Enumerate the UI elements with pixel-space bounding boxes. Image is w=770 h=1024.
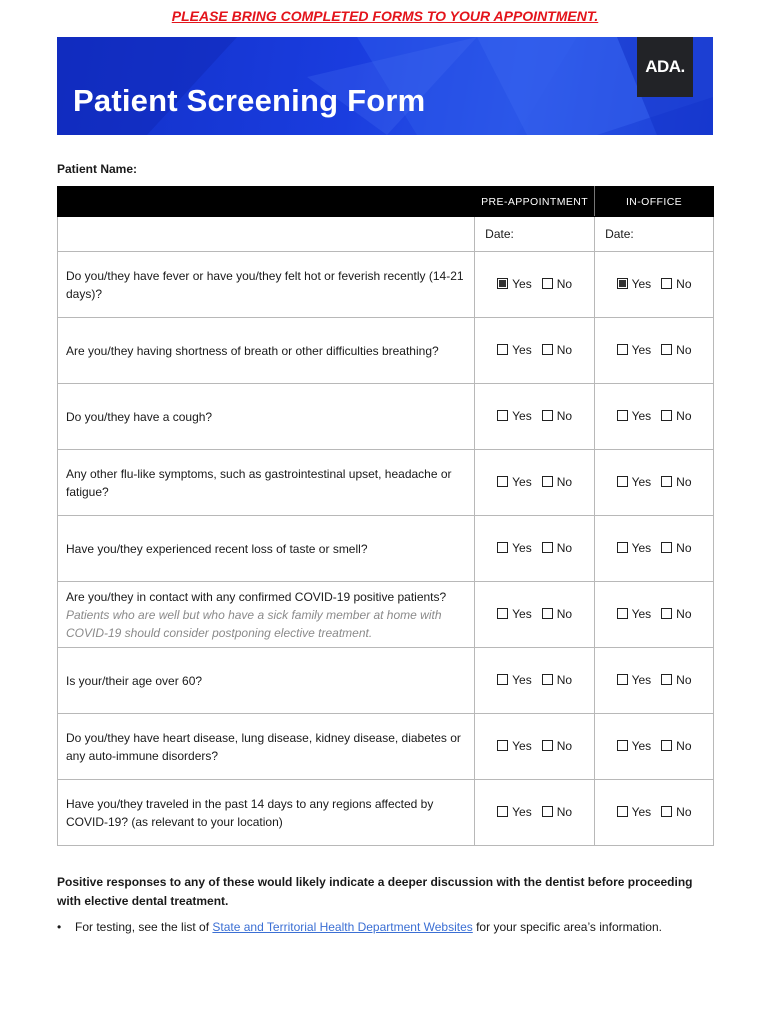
question-text: Are you/they having shortness of breath or other difficulties breathing? — [66, 343, 439, 358]
no-label: No — [676, 540, 692, 555]
header-banner — [57, 37, 713, 135]
checkbox-icon[interactable] — [617, 740, 628, 751]
question-text: Any other flu-like symptoms, such as gastrointestinal upset, headache or fatigue? — [66, 466, 452, 499]
no-label: No — [676, 474, 692, 489]
pre-no-option[interactable] — [542, 673, 572, 687]
checkbox-icon[interactable] — [497, 278, 508, 289]
in-office-answer — [595, 714, 714, 780]
no-label: No — [676, 408, 692, 423]
checkbox-icon[interactable] — [661, 608, 672, 619]
checkbox-icon[interactable] — [617, 608, 628, 619]
question-text: Do you/they have a cough? — [66, 409, 213, 424]
date-row — [58, 217, 714, 252]
question-note: Patients who are well but who have a sick family member at home with COVID-19 should consider postponing elective treatment. — [66, 607, 442, 640]
checkbox-icon[interactable] — [497, 806, 508, 817]
checkbox-icon[interactable] — [497, 542, 508, 553]
pre-yes-option[interactable] — [497, 805, 532, 819]
screening-table — [57, 186, 714, 846]
office-no-option[interactable] — [661, 607, 691, 621]
checkbox-icon[interactable] — [661, 740, 672, 751]
no-label: No — [556, 408, 573, 423]
yes-label: Yes — [631, 738, 652, 753]
no-label: No — [676, 672, 692, 687]
pre-appointment-answer — [475, 516, 595, 582]
office-no-option[interactable] — [661, 409, 691, 423]
table-row — [58, 450, 714, 516]
office-yes-option[interactable] — [617, 277, 652, 291]
yes-label: Yes — [512, 474, 532, 489]
yes-label: Yes — [631, 408, 652, 423]
question-cell — [58, 582, 475, 648]
checkbox-icon[interactable] — [661, 674, 672, 685]
checkbox-icon[interactable] — [617, 410, 628, 421]
office-yes-option[interactable] — [617, 805, 652, 819]
checkbox-icon[interactable] — [617, 344, 628, 355]
no-label: No — [556, 474, 573, 489]
checkbox-icon[interactable] — [497, 476, 508, 487]
office-yes-option[interactable] — [617, 541, 652, 555]
checkbox-icon[interactable] — [617, 542, 628, 553]
office-yes-option[interactable] — [617, 409, 652, 423]
question-cell — [58, 318, 475, 384]
question-cell — [58, 780, 475, 846]
yes-label: Yes — [512, 804, 532, 819]
yes-label: Yes — [631, 606, 652, 621]
pre-yes-option[interactable] — [497, 475, 532, 489]
in-office-answer — [595, 780, 714, 846]
no-label: No — [556, 342, 573, 357]
yes-label: Yes — [512, 738, 532, 753]
checkbox-icon[interactable] — [542, 542, 553, 553]
table-row — [58, 648, 714, 714]
checkbox-icon[interactable] — [542, 278, 553, 289]
pre-yes-option[interactable] — [497, 607, 532, 621]
table-header-row — [58, 187, 714, 217]
bullet-text-before: For testing, see the list of — [75, 920, 213, 934]
checkbox-icon[interactable] — [661, 344, 672, 355]
question-text: Are you/they in contact with any confirmed COVID-19 positive patients? — [66, 589, 447, 604]
checkbox-icon[interactable] — [661, 542, 672, 553]
in-office-answer — [595, 252, 714, 318]
question-cell — [58, 252, 475, 318]
checkbox-icon[interactable] — [542, 608, 553, 619]
pre-appointment-answer — [475, 384, 595, 450]
pre-no-option[interactable] — [542, 805, 572, 819]
in-office-answer — [595, 318, 714, 384]
testing-bullet — [57, 920, 717, 934]
no-label: No — [676, 342, 692, 357]
office-no-option[interactable] — [661, 805, 691, 819]
pre-no-option[interactable] — [542, 277, 572, 291]
office-yes-option[interactable] — [617, 673, 652, 687]
in-office-date-field[interactable]: Date: — [595, 217, 714, 252]
pre-yes-option[interactable] — [497, 739, 532, 753]
pre-no-option[interactable] — [542, 409, 572, 423]
checkbox-icon[interactable] — [542, 806, 553, 817]
checkbox-icon[interactable] — [661, 806, 672, 817]
no-label: No — [676, 804, 692, 819]
yes-label: Yes — [512, 408, 532, 423]
no-label: No — [676, 606, 692, 621]
yes-label: Yes — [631, 540, 652, 555]
no-label: No — [556, 540, 573, 555]
checkbox-icon[interactable] — [617, 476, 628, 487]
yes-label: Yes — [631, 804, 652, 819]
no-label: No — [556, 738, 573, 753]
page-title: Patient Screening Form — [73, 83, 426, 118]
checkbox-icon[interactable] — [497, 608, 508, 619]
date-row-spacer — [58, 217, 475, 252]
yes-label: Yes — [512, 540, 532, 555]
pre-appointment-answer — [475, 318, 595, 384]
ada-logo: ADA. — [637, 37, 693, 97]
pre-appointment-answer — [475, 252, 595, 318]
in-office-header: IN-OFFICE — [595, 187, 714, 217]
checkbox-icon[interactable] — [497, 410, 508, 421]
checkbox-icon[interactable] — [617, 278, 628, 289]
checkbox-icon[interactable] — [661, 410, 672, 421]
checkbox-icon[interactable] — [542, 740, 553, 751]
question-text: Is your/their age over 60? — [66, 673, 203, 688]
checkbox-icon[interactable] — [497, 674, 508, 685]
pre-yes-option[interactable] — [497, 541, 532, 555]
in-office-answer — [595, 384, 714, 450]
pre-appointment-answer — [475, 648, 595, 714]
table-row — [58, 384, 714, 450]
office-no-option[interactable] — [661, 739, 691, 753]
pre-no-option[interactable] — [542, 475, 572, 489]
office-no-option[interactable] — [661, 277, 691, 291]
bullet-text-after: for your specific area’s information. — [472, 920, 662, 934]
checkbox-icon[interactable] — [617, 674, 628, 685]
table-row — [58, 516, 714, 582]
pre-yes-option[interactable] — [497, 277, 532, 291]
pre-no-option[interactable] — [542, 607, 572, 621]
table-row — [58, 318, 714, 384]
pre-no-option[interactable] — [542, 343, 572, 357]
pre-no-option[interactable] — [542, 541, 572, 555]
checkbox-icon[interactable] — [617, 806, 628, 817]
no-label: No — [556, 672, 573, 687]
positive-response-note: Positive responses to any of these would likely indicate a deeper discussion with the dentist before proceeding with elective dental treatment. — [57, 875, 693, 908]
in-office-answer — [595, 450, 714, 516]
in-office-answer — [595, 582, 714, 648]
no-label: No — [676, 276, 692, 291]
office-yes-option[interactable] — [617, 739, 652, 753]
yes-label: Yes — [631, 672, 652, 687]
pre-appointment-answer — [475, 714, 595, 780]
checkbox-icon[interactable] — [542, 674, 553, 685]
office-yes-option[interactable] — [617, 607, 652, 621]
pre-yes-option[interactable] — [497, 673, 532, 687]
bullet-icon: • — [57, 920, 62, 934]
question-text: Do you/they have heart disease, lung disease, kidney disease, diabetes or any auto-immune disorders? — [66, 730, 461, 763]
no-label: No — [676, 738, 692, 753]
pre-yes-option[interactable] — [497, 343, 532, 357]
question-cell — [58, 450, 475, 516]
yes-label: Yes — [631, 342, 652, 357]
pre-appointment-answer — [475, 450, 595, 516]
pre-yes-option[interactable] — [497, 409, 532, 423]
no-label: No — [556, 606, 573, 621]
office-yes-option[interactable] — [617, 343, 652, 357]
yes-label: Yes — [512, 672, 532, 687]
checkbox-icon[interactable] — [542, 344, 553, 355]
checkbox-icon[interactable] — [661, 476, 672, 487]
question-cell — [58, 714, 475, 780]
pre-appointment-header: PRE-APPOINTMENT — [475, 187, 595, 217]
checkbox-icon[interactable] — [661, 278, 672, 289]
health-department-link[interactable]: State and Territorial Health Department Websites — [212, 920, 473, 934]
pre-appointment-date-field[interactable]: Date: — [475, 217, 595, 252]
office-no-option[interactable] — [661, 343, 691, 357]
yes-label: Yes — [512, 342, 532, 357]
in-office-answer — [595, 516, 714, 582]
yes-label: Yes — [631, 474, 652, 489]
yes-label: Yes — [512, 606, 532, 621]
checkbox-icon[interactable] — [497, 344, 508, 355]
pre-appointment-answer — [475, 780, 595, 846]
checkbox-icon[interactable] — [542, 476, 553, 487]
no-label: No — [556, 276, 573, 291]
office-no-option[interactable] — [661, 673, 691, 687]
yes-label: Yes — [512, 276, 532, 291]
in-office-answer — [595, 648, 714, 714]
question-cell — [58, 516, 475, 582]
no-label: No — [556, 804, 573, 819]
yes-label: Yes — [631, 276, 652, 291]
pre-appointment-answer — [475, 582, 595, 648]
table-row — [58, 252, 714, 318]
question-column-header — [58, 187, 475, 217]
question-text: Have you/they experienced recent loss of taste or smell? — [66, 541, 368, 556]
office-no-option[interactable] — [661, 541, 691, 555]
pre-no-option[interactable] — [542, 739, 572, 753]
question-cell — [58, 648, 475, 714]
checkbox-icon[interactable] — [497, 740, 508, 751]
question-cell — [58, 384, 475, 450]
patient-name-label: Patient Name: — [57, 162, 138, 176]
appointment-notice: PLEASE BRING COMPLETED FORMS TO YOUR APPOINTMENT. — [171, 8, 599, 24]
table-row — [58, 582, 714, 648]
table-row — [58, 780, 714, 846]
checkbox-icon[interactable] — [542, 410, 553, 421]
question-text: Have you/they traveled in the past 14 days to any regions affected by COVID-19? (as relevant to your location) — [66, 796, 434, 829]
question-text: Do you/they have fever or have you/they felt hot or feverish recently (14-21 days)? — [66, 268, 464, 301]
office-no-option[interactable] — [661, 475, 691, 489]
office-yes-option[interactable] — [617, 475, 652, 489]
table-row — [58, 714, 714, 780]
